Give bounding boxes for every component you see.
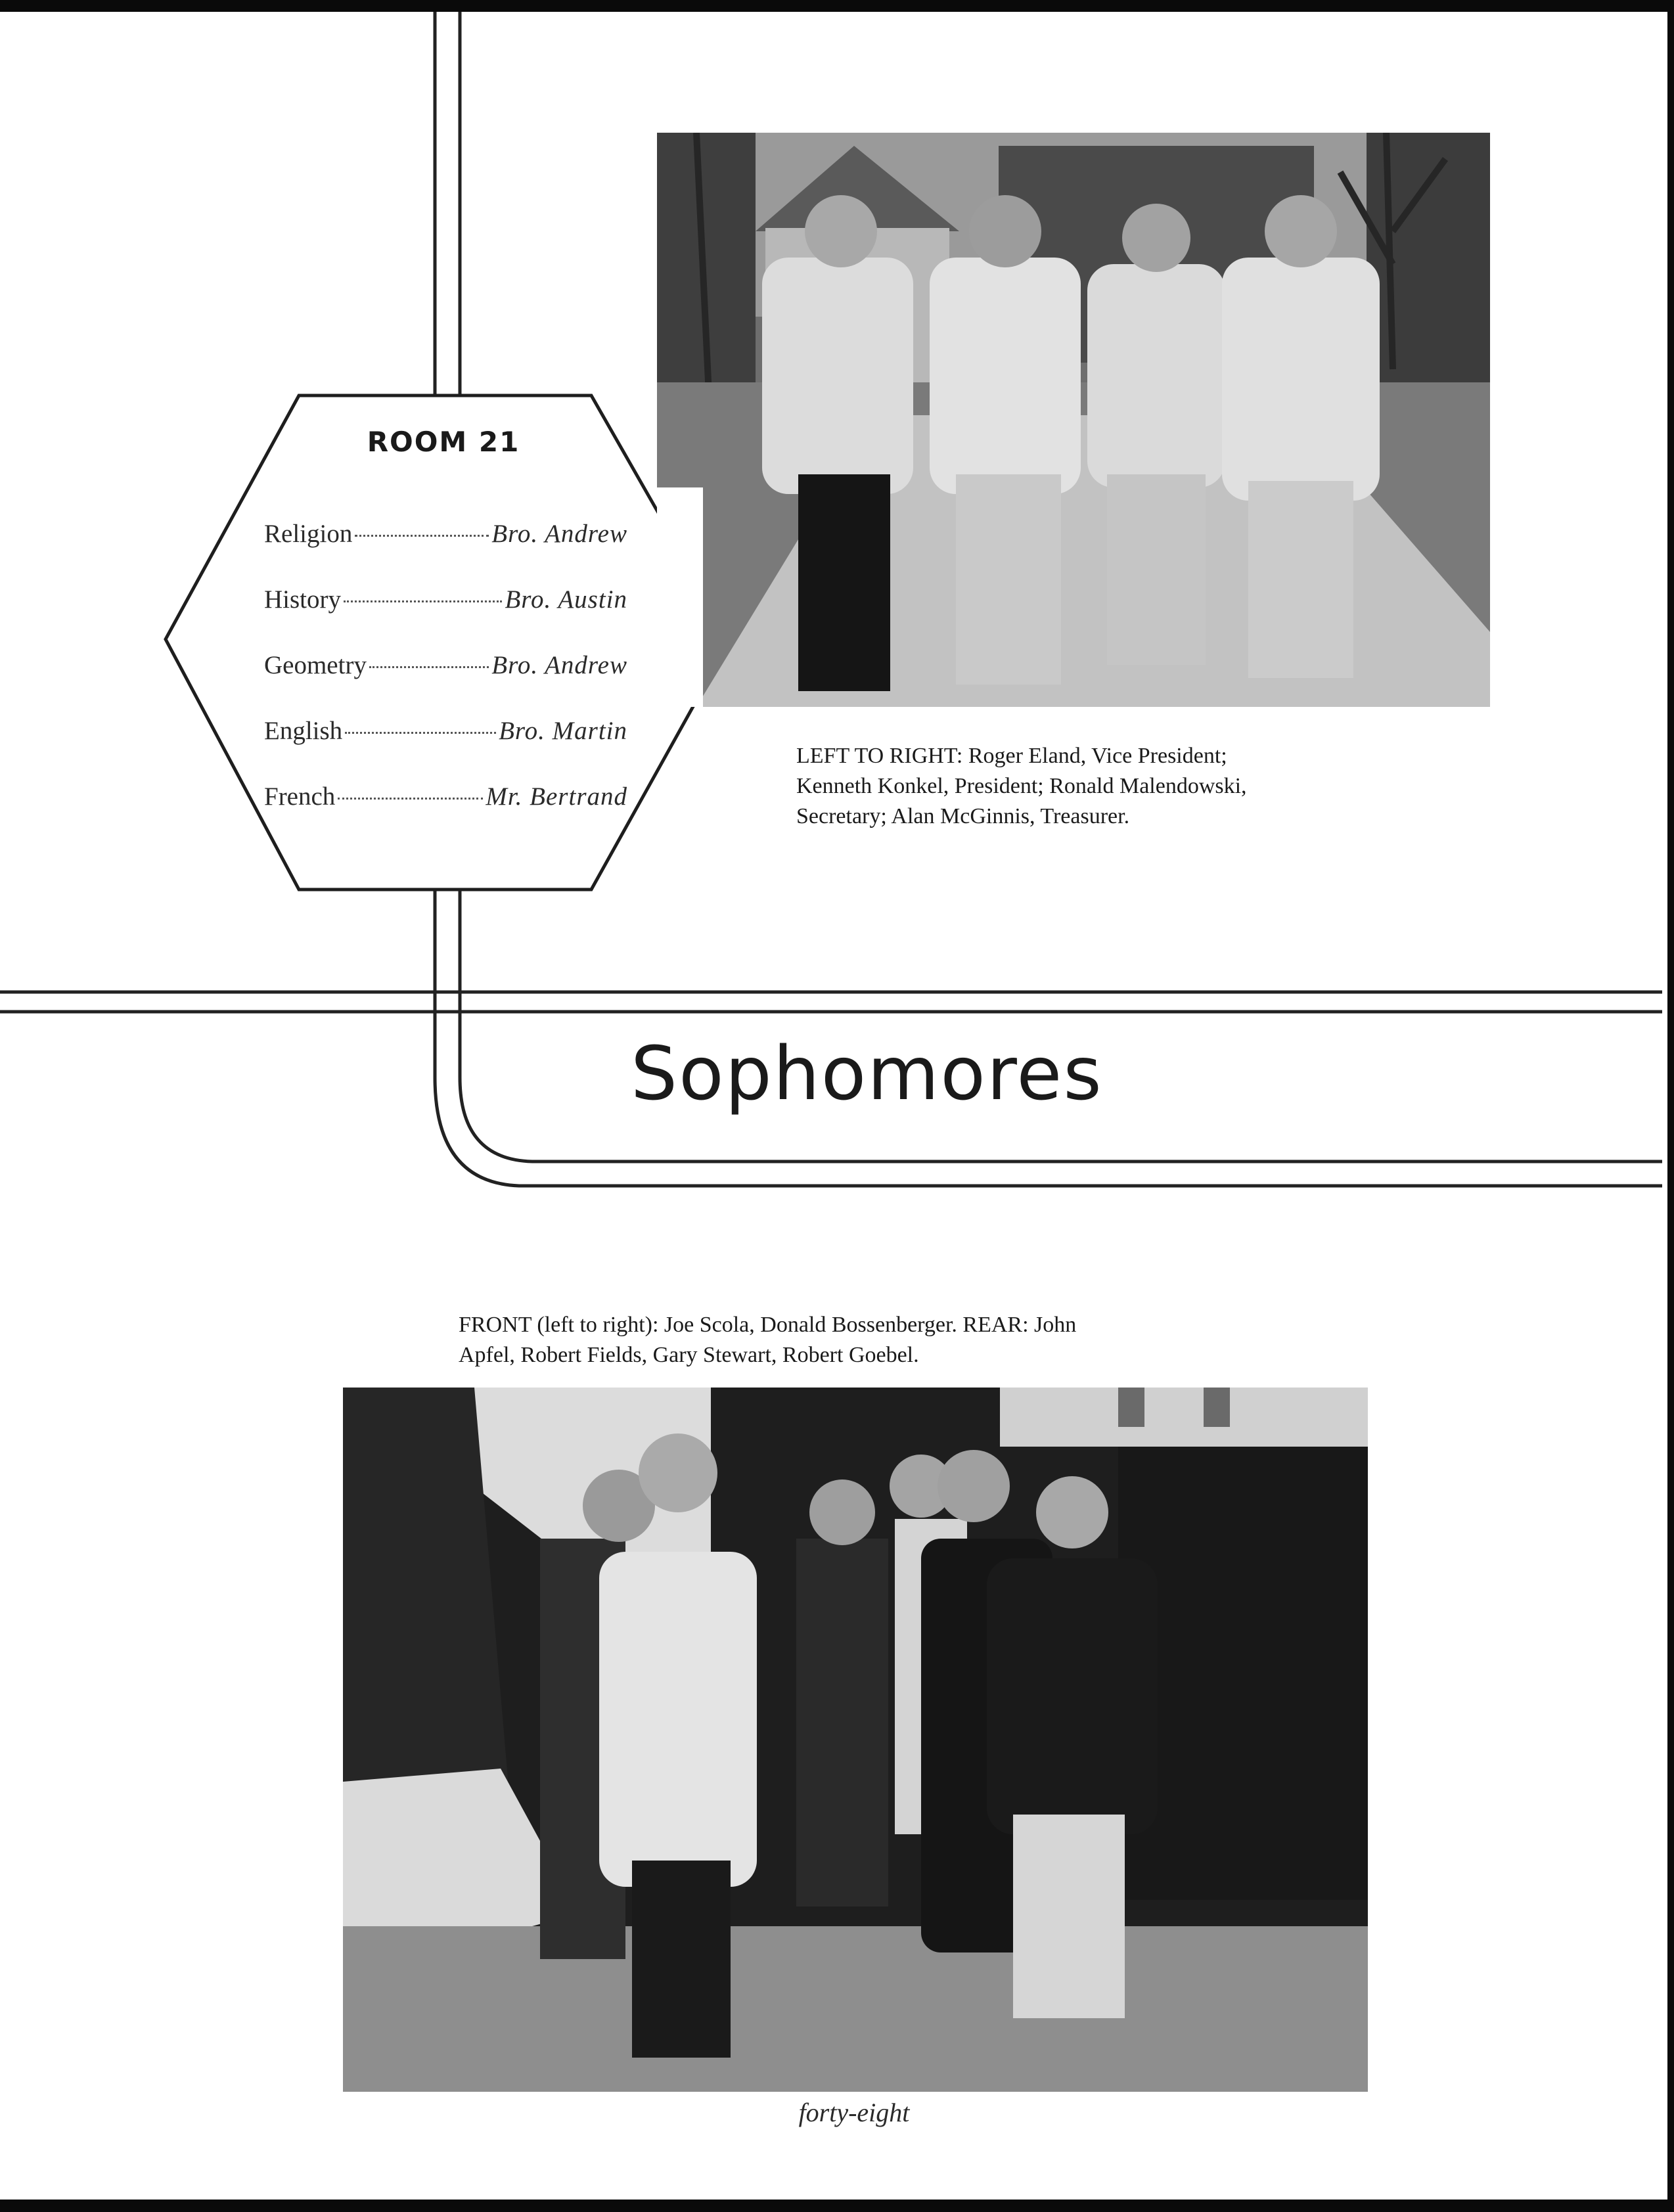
officers-caption: LEFT TO RIGHT: Roger Eland, Vice President; Kenneth Konkel, President; Ronald Malendowski, Secretary; Alan McGinnis, Treasurer. bbox=[796, 744, 1247, 828]
schedule-row bbox=[264, 782, 627, 819]
officers-photo bbox=[657, 133, 1490, 707]
leader-dots bbox=[369, 666, 489, 668]
leader-dots bbox=[338, 798, 483, 800]
section-title: Sophomores bbox=[631, 1031, 1103, 1117]
schedule-subject: Geometry bbox=[264, 651, 367, 679]
group-caption: FRONT (left to right): Joe Scola, Donald Bossenberger. REAR: John Apfel, Robert Fields, Gary Stewart, Robert Goebel. bbox=[459, 1313, 1077, 1367]
leader-dots bbox=[355, 535, 489, 537]
schedule-row bbox=[264, 650, 627, 687]
leader-dots bbox=[345, 732, 496, 734]
schedule-subject: History bbox=[264, 585, 341, 614]
leader-dots bbox=[344, 600, 502, 602]
room-title: ROOM 21 bbox=[367, 426, 520, 458]
schedule-row bbox=[264, 519, 627, 556]
schedule-teacher: Mr. Bertrand bbox=[486, 782, 627, 811]
schedule-teacher: Bro. Andrew bbox=[491, 651, 627, 679]
schedule-teacher: Bro. Austin bbox=[505, 585, 627, 614]
schedule-teacher: Bro. Martin bbox=[499, 717, 627, 745]
page-number: forty-eight bbox=[798, 2098, 910, 2127]
schedule-row bbox=[264, 716, 627, 753]
schedule-subject: English bbox=[264, 717, 343, 745]
schedule-subject: Religion bbox=[264, 520, 353, 548]
schedule-teacher: Bro. Andrew bbox=[491, 520, 627, 548]
schedule-subject: French bbox=[264, 782, 336, 811]
group-photo bbox=[343, 1388, 1368, 2092]
schedule-row bbox=[264, 585, 627, 621]
